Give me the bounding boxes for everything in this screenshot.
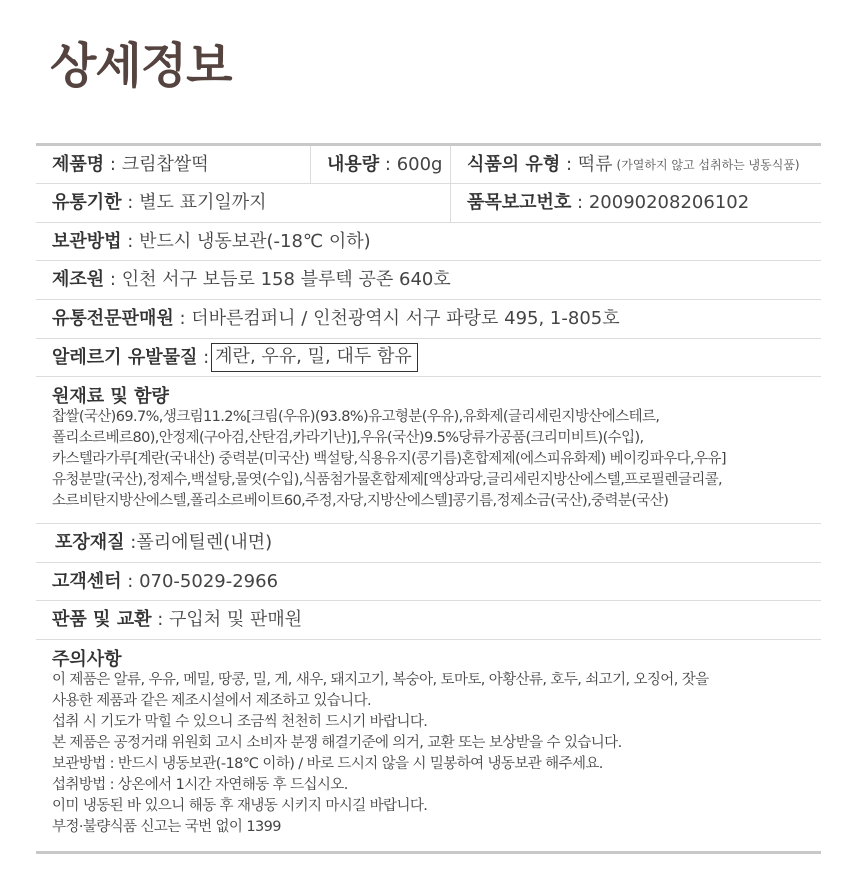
expiry-cell: 유통기한 : 별도 표기일까지	[52, 192, 267, 213]
caution-line: 이 제품은 알류, 우유, 메밀, 땅콩, 밀, 게, 새우, 돼지고기, 복숭아, 토마토, 아황산류, 호두, 쇠고기, 오징어, 잣을	[52, 672, 709, 688]
cautions-block	[36, 640, 709, 848]
content-amount-cell: 내용량 : 600g	[310, 146, 450, 183]
row-product	[36, 146, 821, 184]
expiry-label: 유통기한	[52, 192, 122, 213]
ingredients-block	[36, 377, 726, 522]
product-name-value: 크림찹쌀떡	[121, 153, 209, 175]
distributor-cell: 유통전문판매원 : 더바른컴퍼니 / 인천광역시 서구 파랑로 495, 1-805호	[52, 308, 620, 329]
sales-exchange-value: 구입처 및 판매원	[169, 609, 303, 630]
packaging-cell: 포장재질 : 폴리에틸렌(내면)	[55, 532, 273, 553]
bottom-divider	[36, 851, 821, 854]
customer-center-cell: 고객센터 : 070-5029-2966	[52, 570, 279, 592]
content-amount-value: 600g	[396, 153, 443, 175]
expiry-value: 별도 표기일까지	[139, 192, 267, 213]
row-ingredients	[36, 377, 821, 524]
row-sales-exchange	[36, 601, 821, 640]
row-storage	[36, 223, 821, 261]
report-no-value: 20090208206102	[588, 192, 750, 213]
manufacturer-value: 인천 서구 보듬로 158 블루텍 공존 640호	[121, 269, 451, 290]
caution-line: 부정·불량식품 신고는 국번 없이 1399	[52, 819, 281, 835]
storage-value: 반드시 냉동보관(-18℃ 이하)	[139, 230, 371, 252]
sales-exchange-cell: 판품 및 교환 : 구입처 및 판매원	[52, 609, 303, 630]
distributor-label: 유통전문판매원	[52, 308, 174, 329]
allergy-label: 알레르기 유발물질	[52, 346, 198, 368]
content-amount-label: 내용량	[327, 153, 380, 175]
product-name-cell: 제품명 : 크림찹쌀떡	[52, 153, 209, 175]
packaging-value: 폴리에틸렌(내면)	[136, 532, 273, 553]
caution-line: 섭취방법 : 상온에서 1시간 자연해동 후 드십시오.	[52, 777, 348, 793]
caution-line: 사용한 제품과 같은 제조시설에서 제조하고 있습니다.	[52, 693, 372, 709]
sales-exchange-label: 판품 및 교환	[52, 609, 152, 630]
ingredients-line: 소르비탄지방산에스텔,폴리소르베이트60,주정,자당,지방산에스텔]콩기름,정제소금(국산),중력분(국산)	[52, 493, 669, 509]
allergy-value: 계란, 우유, 밀, 대두 함유	[211, 343, 418, 372]
caution-line: 섭취 시 기도가 막힐 수 있으니 조금씩 천천히 드시기 바랍니다.	[52, 714, 428, 730]
manufacturer-cell: 제조원 : 인천 서구 보듬로 158 블루텍 공존 640호	[52, 269, 451, 290]
food-type-label: 식품의 유형	[467, 153, 561, 175]
report-no-label: 품목보고번호	[467, 192, 572, 213]
customer-center-label: 고객센터	[52, 570, 122, 592]
row-packaging	[36, 524, 821, 563]
caution-line: 본 제품은 공정거래 위원회 고시 소비자 분쟁 해결기준에 의거, 교환 또는 보상받을 수 있습니다.	[52, 735, 622, 751]
row-allergy	[36, 339, 821, 377]
caution-line: 보관방법 : 반드시 냉동보관(-18℃ 이하) / 바로 드시지 않을 시 밀봉하여 냉동보관 해주세요.	[52, 756, 603, 772]
packaging-label: 포장재질	[55, 532, 125, 553]
product-name-label: 제품명	[52, 153, 105, 175]
food-type-value: 떡류	[577, 153, 613, 175]
ingredients-line: 카스텔라가루[계란(국내산) 중력분(미국산) 백설탕,식용유지(콩기름)혼합제제(에스피유화제) 베이킹파우다,우유]	[52, 451, 726, 467]
caution-line: 이미 냉동된 바 있으니 해동 후 재냉동 시키지 마시길 바랍니다.	[52, 798, 428, 814]
storage-cell: 보관방법 : 반드시 냉동보관(-18℃ 이하)	[52, 230, 371, 252]
storage-label: 보관방법	[52, 230, 122, 252]
page-title: 상세정보	[50, 38, 232, 94]
cautions-label: 주의사항	[52, 649, 122, 670]
ingredients-line: 폴리소르베르80),안정제(구아검,산탄검,카라기난)],우유(국산)9.5%당류가공품(크리미비트)(수입),	[52, 430, 644, 446]
food-type-note: (가열하지 않고 섭취하는 냉동식품)	[616, 157, 800, 172]
ingredients-line: 찹쌀(국산)69.7%,생크림11.2%[크림(우유)(93.8%)유고형분(우유),유화제(글리세린지방산에스테르,	[52, 409, 660, 425]
distributor-value: 더바른컴퍼니 / 인천광역시 서구 파랑로 495, 1-805호	[191, 308, 620, 329]
manufacturer-label: 제조원	[52, 269, 105, 290]
row-manufacturer	[36, 261, 821, 300]
ingredients-label: 원재료 및 함량	[52, 386, 169, 407]
row-customer-center	[36, 563, 821, 601]
row-expiry	[36, 184, 821, 223]
detail-info-table	[36, 143, 821, 850]
allergy-cell: 알레르기 유발물질 : 계란, 우유, 밀, 대두 함유	[36, 339, 418, 376]
report-no-cell: 품목보고번호 : 20090208206102	[450, 184, 821, 222]
row-distributor	[36, 300, 821, 339]
ingredients-line: 유청분말(국산),정제수,백설탕,물엿(수입),식품첨가물혼합제제[액상과당,글리세린지방산에스텔,프로필렌글리콜,	[52, 472, 723, 488]
customer-center-value: 070-5029-2966	[139, 570, 279, 592]
food-type-cell: 식품의 유형 : 떡류 (가열하지 않고 섭취하는 냉동식품)	[450, 146, 821, 183]
row-cautions	[36, 640, 821, 850]
